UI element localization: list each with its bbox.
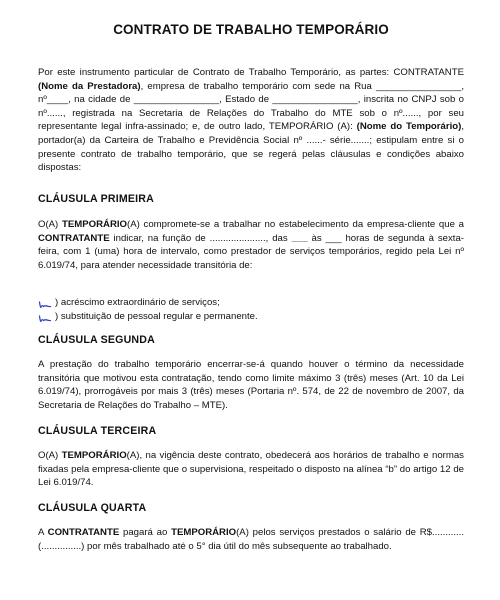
clause-1-text-2: (A) compromete-se a trabalhar no estabelecimento da empresa-cliente que a — [127, 219, 464, 230]
clause-1-option-2 — [38, 310, 464, 324]
clause-1-text-1: O(A) — [38, 219, 62, 230]
clause-3-text-1: O(A) — [38, 450, 62, 461]
clause-3-heading: CLÁUSULA TERCEIRA — [38, 425, 157, 437]
clause-4-text-1: A — [38, 527, 48, 538]
clause-1-bold-1: TEMPORÁRIO — [61, 219, 128, 230]
document-title: CONTRATO DE TRABALHO TEMPORÁRIO — [113, 22, 389, 37]
clause-2-paragraph: A prestação do trabalho temporário encerrar-se-á quando houver o término da necessidade transitória que motivou esta contratação, tendo como limite máximo 3 (três) meses (Art. 10 da Lei 6.019/74), prorrogáveis por mais 3 (três) meses (Portaria nº. 574, de 22 de novembro de 2007, da Secretaria de Relações do Trabalho – MTE). — [38, 359, 464, 411]
clause-4-text-2: pagará ao — [119, 527, 172, 538]
clause-3-paragraph — [38, 449, 464, 490]
clause-4-paragraph — [38, 526, 464, 553]
clause-1-text-3: indicar, na função de ....................., das — [109, 232, 292, 244]
clause-3-bold-1: TEMPORÁRIO — [61, 450, 127, 461]
clause-4-bold-2: TEMPORÁRIO — [171, 527, 237, 538]
clause-1-option-1 — [38, 296, 464, 310]
clause-1-text-4: às ___ horas de segunda à sexta-feira, com 1 (uma) hora de intervalo, como prestador de serviços temporários, regido pela Lei nº 6.019/74, para atender necessidade transitória de: — [38, 232, 464, 271]
company-name-placeholder: (Nome da Prestadora) — [38, 80, 141, 92]
clause-1-paragraph — [38, 218, 464, 272]
clause-4-heading: CLÁUSULA QUARTA — [38, 502, 147, 514]
clause-3-text-2: (A), na vigência deste contrato, obedecerá aos horários de trabalho e normas fixadas pela empresa-cliente que o supervisiona, respeitado o disposto na alínea “b” do artigo 12 de Lei 6.019/74. — [38, 450, 464, 489]
clause-2-heading: CLÁUSULA SEGUNDA — [38, 334, 155, 346]
option-label: ) acréscimo extraordinário de serviços; — [55, 297, 220, 308]
intro-text-1: Por este instrumento particular de Contrato de Trabalho Temporário, as partes: CONTRATANTE — [38, 67, 464, 78]
handwritten-check-icon — [38, 311, 52, 323]
clause-4-text-3: (A) pelos serviços prestados o salário de R$............ (...............) por mês trabalhado até o 5° dia útil do mês subsequente ao trabalhado. — [38, 527, 465, 552]
worker-name-placeholder: (Nome do Temporário) — [356, 121, 462, 133]
clause-4-bold-1: CONTRATANTE — [47, 527, 120, 538]
intro-paragraph — [38, 66, 464, 175]
intro-text-2: , empresa de trabalho temporário com sede na Rua ________________, nº____, na cidade de ________________, Estado de ________________, inscrita no CNPJ sob o nº......, registrada na Secretaria de Relações do Trabalho do MTE sob o nº......, por seu representante legal infra-assinado; e, de outro lado, TEMPORÁRIO (A): — [38, 80, 464, 133]
clause-1-bold-2: CONTRATANTE — [38, 232, 110, 244]
option-label: ) substituição de pessoal regular e permanente. — [55, 311, 258, 322]
intro-text-3: , portador(a) da Carteira de Trabalho e Previdência Social nº ......- série.......; estipulam entre si o presente contrato de trabalho temporário, que se regerá pelas cláusulas e condições abaixo dispostas: — [38, 121, 464, 174]
clause-1-heading: CLÁUSULA PRIMEIRA — [38, 193, 155, 205]
handwritten-check-icon — [38, 297, 52, 309]
clause-1-bold-3: ___ — [291, 232, 308, 244]
